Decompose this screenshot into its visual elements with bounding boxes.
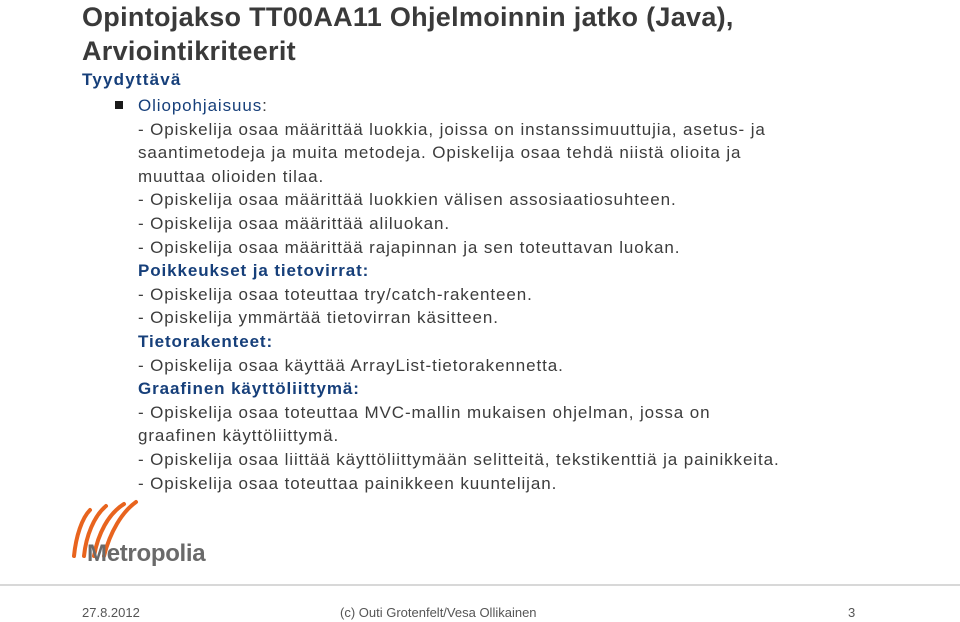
- criteria-line: - Opiskelija osaa toteuttaa try/catch-rakenteen.: [138, 284, 533, 304]
- criteria-line: - Opiskelija osaa käyttää ArrayList-tietorakennetta.: [138, 355, 564, 375]
- slide-title-line-2: Arviointikriteerit: [82, 36, 296, 66]
- criteria-line: - Opiskelija ymmärtää tietovirran käsitteen.: [138, 308, 499, 328]
- criteria-line: muuttaa olioiden tilaa.: [138, 166, 325, 186]
- criteria-line: saantimetodeja ja muita metodeja. Opiskelija osaa tehdä niistä olioita ja: [138, 143, 742, 163]
- footer-date: 27.8.2012: [82, 605, 140, 620]
- square-bullet-icon: [115, 101, 123, 109]
- section-heading-poikkeukset: Poikkeukset ja tietovirrat:: [138, 261, 370, 281]
- section-heading-colon: :: [262, 96, 268, 115]
- slide-title-line-1: Opintojakso TT00AA11 Ohjelmoinnin jatko (Java),: [82, 2, 734, 32]
- footer-page-number: 3: [848, 605, 856, 620]
- criteria-line: - Opiskelija osaa määrittää luokkien välisen assosiaatiosuhteen.: [138, 190, 677, 210]
- criteria-line: - Opiskelija osaa määrittää luokkia, joissa on instanssimuuttujia, asetus- ja: [138, 119, 766, 139]
- section-heading-oliopohjaisuus: [138, 94, 938, 118]
- criteria-line: - Opiskelija osaa määrittää aliluokan.: [138, 213, 451, 233]
- metropolia-logo-text: Metropolia: [87, 540, 206, 567]
- criteria-line: - Opiskelija osaa määrittää rajapinnan ja sen toteuttavan luokan.: [138, 237, 681, 257]
- footer-divider: [0, 584, 960, 586]
- criteria-line: graafinen käyttöliittymä.: [138, 426, 340, 446]
- section-heading-tietorakenteet: Tietorakenteet:: [138, 331, 274, 351]
- criteria-line: - Opiskelija osaa toteuttaa MVC-mallin mukaisen ohjelman, jossa on: [138, 402, 711, 422]
- criteria-line: - Opiskelija osaa toteuttaa painikkeen kuuntelijan.: [138, 473, 558, 493]
- criteria-line: - Opiskelija osaa liittää käyttöliittymään selitteitä, tekstikenttiä ja painikkeita.: [138, 449, 780, 469]
- section-heading-text: Oliopohjaisuus: [138, 96, 263, 115]
- criteria-body: [138, 94, 938, 495]
- grade-level-heading: Tyydyttävä: [82, 70, 182, 89]
- footer-author: (c) Outi Grotenfelt/Vesa Ollikainen: [340, 605, 537, 620]
- section-heading-graafinen: Graafinen käyttöliittymä:: [138, 379, 360, 399]
- slide-title: [82, 0, 952, 68]
